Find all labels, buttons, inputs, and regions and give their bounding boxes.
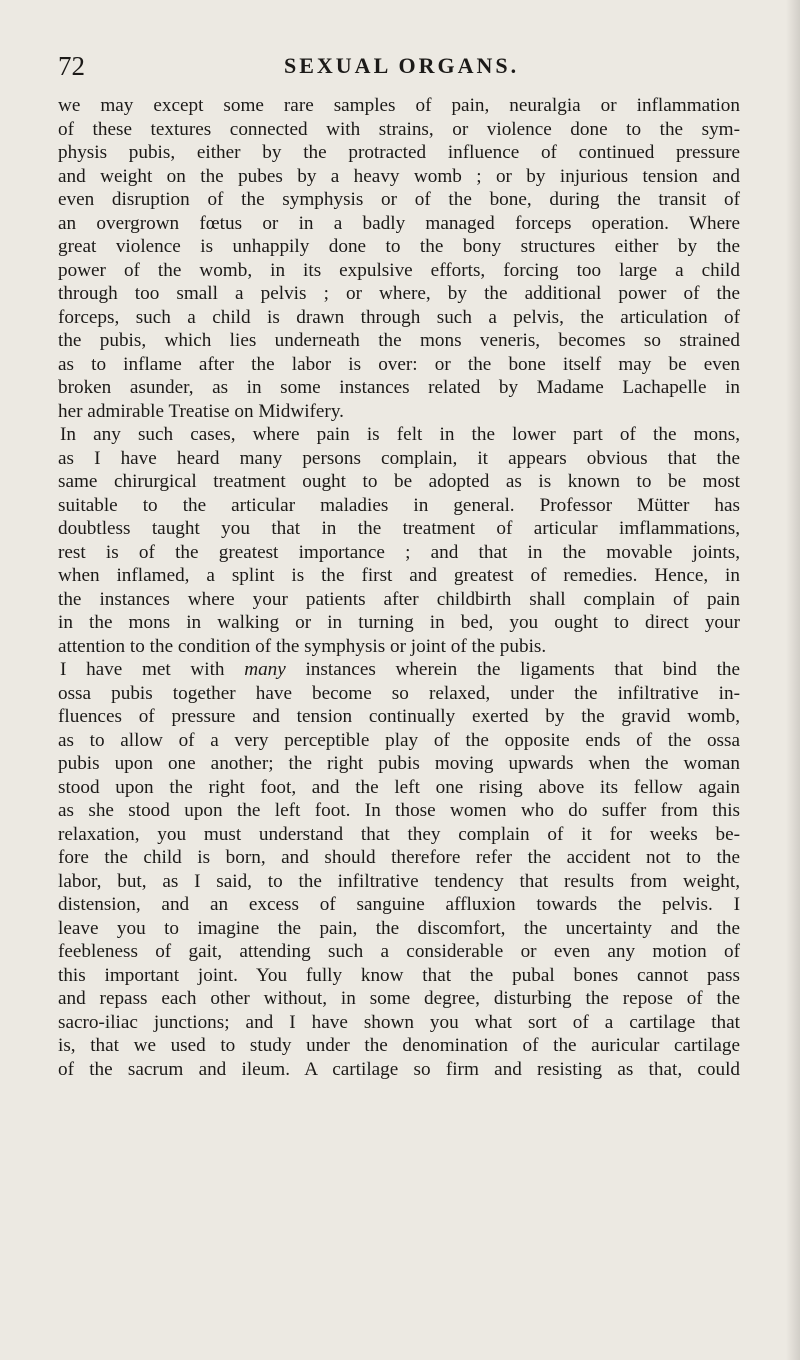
text-line: an overgrown fœtus or in a badly managed forceps operation. Where (58, 212, 740, 234)
text-line: pubis upon one another; the right pubis moving upwards when the woman (58, 753, 740, 774)
emphasized-word: many (244, 659, 286, 680)
text-line: distension, and an excess of sanguine affluxion towards the pelvis. I (58, 894, 740, 915)
text-line: and repass each other without, in some degree, disturbing the repose of the (58, 988, 740, 1009)
text-line: is, that we used to study under the denomination of the auricular cartilage (58, 1035, 740, 1056)
line-text-before: I have met with (60, 659, 225, 680)
text-line: the pubis, which lies underneath the mons veneris, becomes so strained (58, 330, 740, 351)
text-line: even disruption of the symphysis or of the bone, during the transit of (58, 189, 740, 210)
text-line: ossa pubis together have become so relaxed, under the infiltrative in- (58, 682, 740, 704)
text-line: great violence is unhappily done to the bony structures either by the (58, 236, 740, 257)
text-line: same chirurgical treatment ought to be adopted as is known to be most (58, 471, 740, 492)
text-line: we may except some rare samples of pain, neuralgia or inflammation (58, 95, 740, 116)
text-line: broken asunder, as in some instances related by Madame Lachapelle in (58, 377, 740, 398)
text-line: stood upon the right foot, and the left one rising above its fellow again (58, 776, 740, 798)
text-line: as to inflame after the labor is over: or the bone itself may be even (58, 353, 740, 375)
text-line: the instances where your patients after childbirth shall complain of pain (58, 588, 740, 610)
text-line: as she stood upon the left foot. In those women who do suffer from this (58, 800, 740, 821)
paragraph-end-line: attention to the condition of the symphysis or joint of the pubis. (58, 635, 547, 657)
text-line: feebleness of gait, attending such a considerable or even any motion of (58, 941, 740, 962)
page-number: 72 (58, 51, 85, 81)
running-head: SEXUAL ORGANS. (284, 53, 520, 78)
text-line: through too small a pelvis ; or where, by the additional power of the (58, 283, 740, 304)
line-text-after: instances wherein the ligaments that bind the (305, 659, 741, 680)
text-line: fore the child is born, and should therefore refer the accident not to the (58, 847, 740, 868)
text-line: labor, but, as I said, to the infiltrative tendency that results from weight, (58, 870, 740, 892)
text-line: as I have heard many persons complain, it appears obvious that the (58, 447, 740, 469)
text-line: suitable to the articular maladies in general. Professor Mütter has (58, 494, 740, 516)
page-edge-shadow (786, 0, 800, 1360)
text-line: of the sacrum and ileum. A cartilage so firm and resisting as that, could (58, 1058, 740, 1080)
text-line: of these textures connected with strains, or violence done to the sym- (58, 118, 740, 140)
text-line: in the mons in walking or in turning in bed, you ought to direct your (58, 612, 740, 633)
body-text (58, 94, 740, 1081)
text-line: physis pubis, either by the protracted influence of continued pressure (58, 142, 740, 163)
paragraph-start-line (58, 658, 740, 682)
text-line: leave you to imagine the pain, the discomfort, the uncertainty and the (58, 917, 740, 939)
page-header (0, 46, 800, 86)
text-line: rest is of the greatest importance ; and that in the movable joints, (58, 541, 740, 563)
text-line: and weight on the pubes by a heavy womb ; or by injurious tension and (58, 165, 740, 187)
text-line: sacro-iliac junctions; and I have shown you what sort of a cartilage that (58, 1011, 740, 1033)
text-line: as to allow of a very perceptible play of the opposite ends of the ossa (58, 729, 740, 751)
text-line: doubtless taught you that in the treatment of articular imflammations, (58, 518, 740, 539)
text-line: when inflamed, a splint is the first and greatest of remedies. Hence, in (58, 565, 740, 586)
text-line: forceps, such a child is drawn through such a pelvis, the articulation of (58, 306, 740, 328)
text-line: this important joint. You fully know that the pubal bones cannot pass (58, 964, 740, 986)
text-line: fluences of pressure and tension continually exerted by the gravid womb, (58, 706, 740, 727)
paragraph-end-line: her admirable Treatise on Midwifery. (58, 400, 344, 422)
paragraph-start-line: In any such cases, where pain is felt in the lower part of the mons, (60, 424, 740, 445)
text-line: relaxation, you must understand that they complain of it for weeks be- (58, 823, 740, 845)
text-line: power of the womb, in its expulsive efforts, forcing too large a child (58, 259, 740, 281)
